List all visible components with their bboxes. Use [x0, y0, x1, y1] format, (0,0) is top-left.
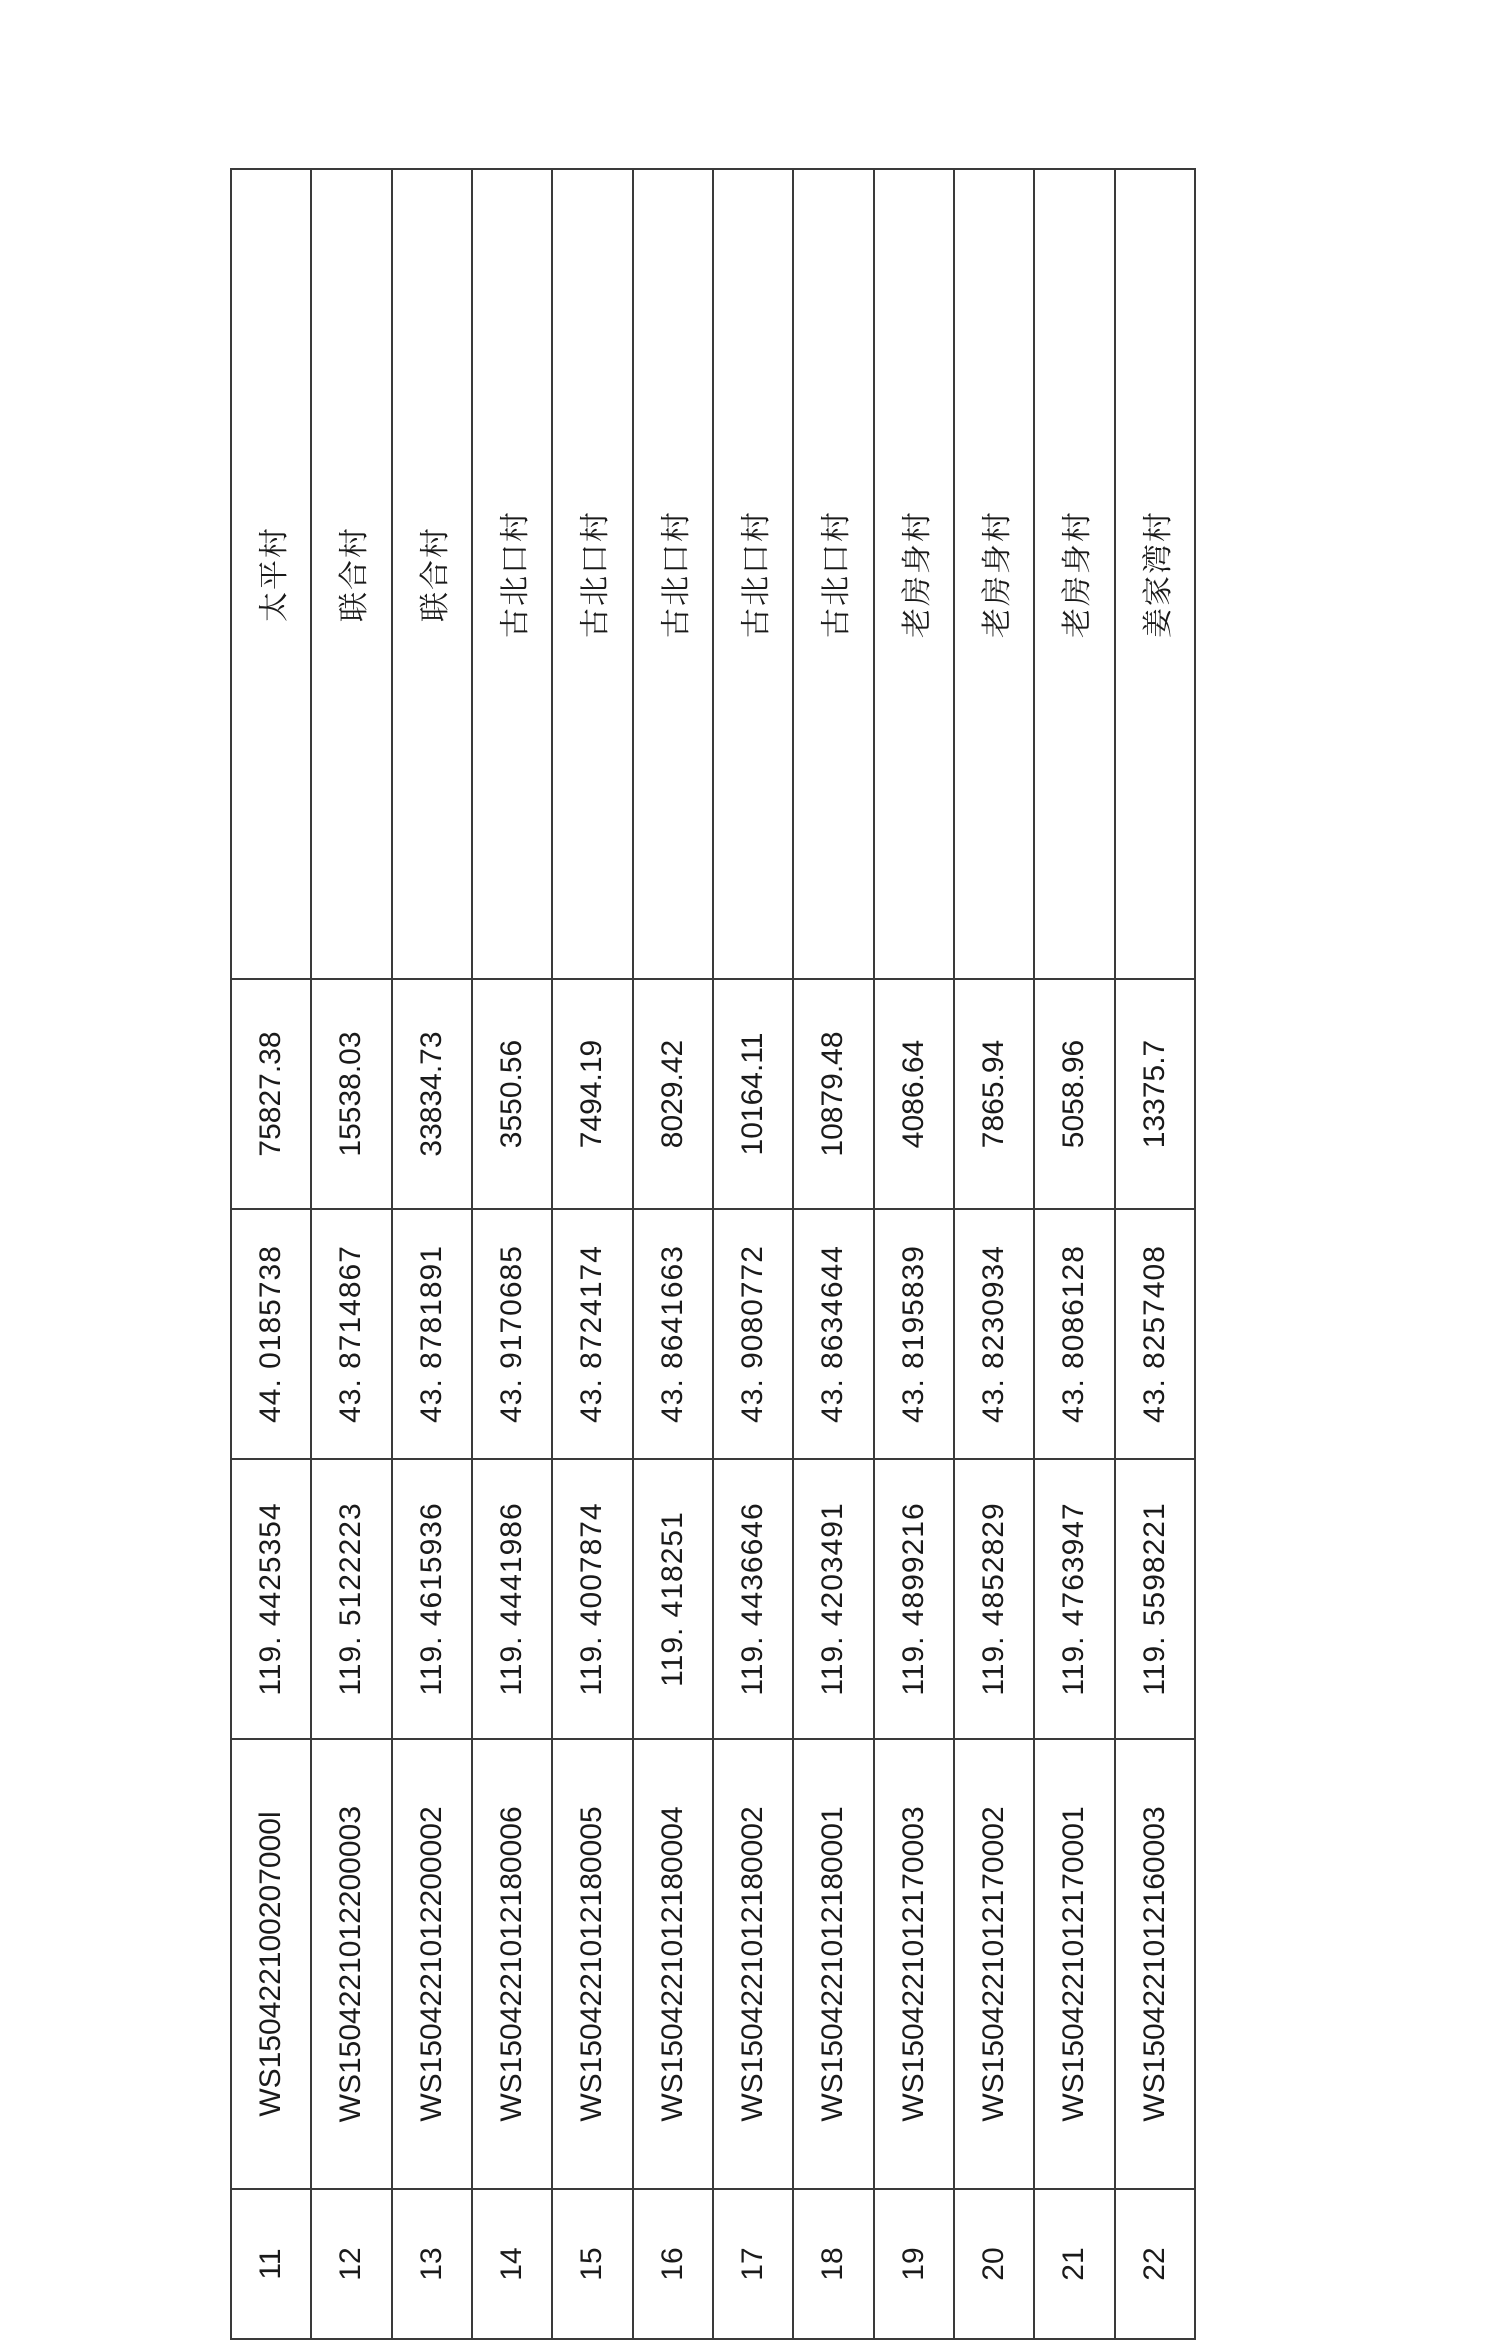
latitude: 43. 8195839	[874, 1209, 954, 1459]
record-code: WS1504221012200002	[392, 1739, 472, 2189]
area-value: 7865.94	[954, 979, 1034, 1209]
latitude: 43. 8781891	[392, 1209, 472, 1459]
longitude: 119. 4615936	[392, 1459, 472, 1739]
longitude: 119. 4852829	[954, 1459, 1034, 1739]
area-value: 7494.19	[552, 979, 632, 1209]
table-row	[472, 169, 552, 2339]
row-number: 11	[231, 2189, 311, 2339]
village-name: 古北口村	[552, 169, 632, 979]
longitude: 119. 4203491	[793, 1459, 873, 1739]
longitude: 119. 4763947	[1034, 1459, 1114, 1739]
village-name: 老房身村	[874, 169, 954, 979]
latitude: 43. 9080772	[713, 1209, 793, 1459]
record-code: WS1504221012180006	[472, 1739, 552, 2189]
row-number: 21	[1034, 2189, 1114, 2339]
longitude: 119. 4425354	[231, 1459, 311, 1739]
table-row	[1115, 169, 1195, 2339]
latitude: 43. 8230934	[954, 1209, 1034, 1459]
table-row	[874, 169, 954, 2339]
village-data-table	[230, 168, 1196, 2340]
village-name: 古北口村	[472, 169, 552, 979]
table-row	[793, 169, 873, 2339]
latitude: 44. 0185738	[231, 1209, 311, 1459]
area-value: 4086.64	[874, 979, 954, 1209]
table-row	[713, 169, 793, 2339]
table-row	[392, 169, 472, 2339]
area-value: 10879.48	[793, 979, 873, 1209]
longitude: 119. 4436646	[713, 1459, 793, 1739]
row-number: 19	[874, 2189, 954, 2339]
row-number: 13	[392, 2189, 472, 2339]
row-number: 20	[954, 2189, 1034, 2339]
row-number: 12	[311, 2189, 391, 2339]
longitude: 119. 4899216	[874, 1459, 954, 1739]
record-code: WS1504221012180001	[793, 1739, 873, 2189]
row-number: 16	[633, 2189, 713, 2339]
area-value: 5058.96	[1034, 979, 1114, 1209]
village-name: 老房身村	[954, 169, 1034, 979]
row-number: 15	[552, 2189, 632, 2339]
latitude: 43. 8724174	[552, 1209, 632, 1459]
table-row	[552, 169, 632, 2339]
data-table-rotated	[230, 170, 1196, 2340]
area-value: 33834.73	[392, 979, 472, 1209]
table-row	[231, 169, 311, 2339]
table-row	[954, 169, 1034, 2339]
record-code: WS150422100207000l	[231, 1739, 311, 2189]
record-code: WS1504221012180005	[552, 1739, 632, 2189]
record-code: WS1504221012170002	[954, 1739, 1034, 2189]
village-name: 古北口村	[633, 169, 713, 979]
table-row	[633, 169, 713, 2339]
row-number: 14	[472, 2189, 552, 2339]
latitude: 43. 8257408	[1115, 1209, 1195, 1459]
longitude: 119. 5598221	[1115, 1459, 1195, 1739]
record-code: WS1504221012160003	[1115, 1739, 1195, 2189]
village-name: 联合村	[311, 169, 391, 979]
record-code: WS1504221012180002	[713, 1739, 793, 2189]
longitude: 119. 5122223	[311, 1459, 391, 1739]
latitude: 43. 8714867	[311, 1209, 391, 1459]
area-value: 3550.56	[472, 979, 552, 1209]
table-body	[231, 169, 1195, 2339]
village-name: 古北口村	[713, 169, 793, 979]
area-value: 10164.11	[713, 979, 793, 1209]
record-code: WS1504221012170003	[874, 1739, 954, 2189]
longitude: 119. 4441986	[472, 1459, 552, 1739]
village-name: 老房身村	[1034, 169, 1114, 979]
latitude: 43. 8634644	[793, 1209, 873, 1459]
area-value: 75827.38	[231, 979, 311, 1209]
longitude: 119. 4007874	[552, 1459, 632, 1739]
village-name: 联合村	[392, 169, 472, 979]
village-name: 太平村	[231, 169, 311, 979]
row-number: 22	[1115, 2189, 1195, 2339]
table-row	[311, 169, 391, 2339]
record-code: WS1504221012180004	[633, 1739, 713, 2189]
table-row	[1034, 169, 1114, 2339]
village-name: 古北口村	[793, 169, 873, 979]
latitude: 43. 8641663	[633, 1209, 713, 1459]
record-code: WS150422101220000З	[311, 1739, 391, 2189]
latitude: 43. 9170685	[472, 1209, 552, 1459]
row-number: 18	[793, 2189, 873, 2339]
area-value: 15538.03	[311, 979, 391, 1209]
village-name: 姜家湾村	[1115, 169, 1195, 979]
longitude: 119. 418251	[633, 1459, 713, 1739]
latitude: 43. 8086128	[1034, 1209, 1114, 1459]
area-value: 13375.7	[1115, 979, 1195, 1209]
record-code: WS1504221012170001	[1034, 1739, 1114, 2189]
area-value: 8029.42	[633, 979, 713, 1209]
row-number: 17	[713, 2189, 793, 2339]
